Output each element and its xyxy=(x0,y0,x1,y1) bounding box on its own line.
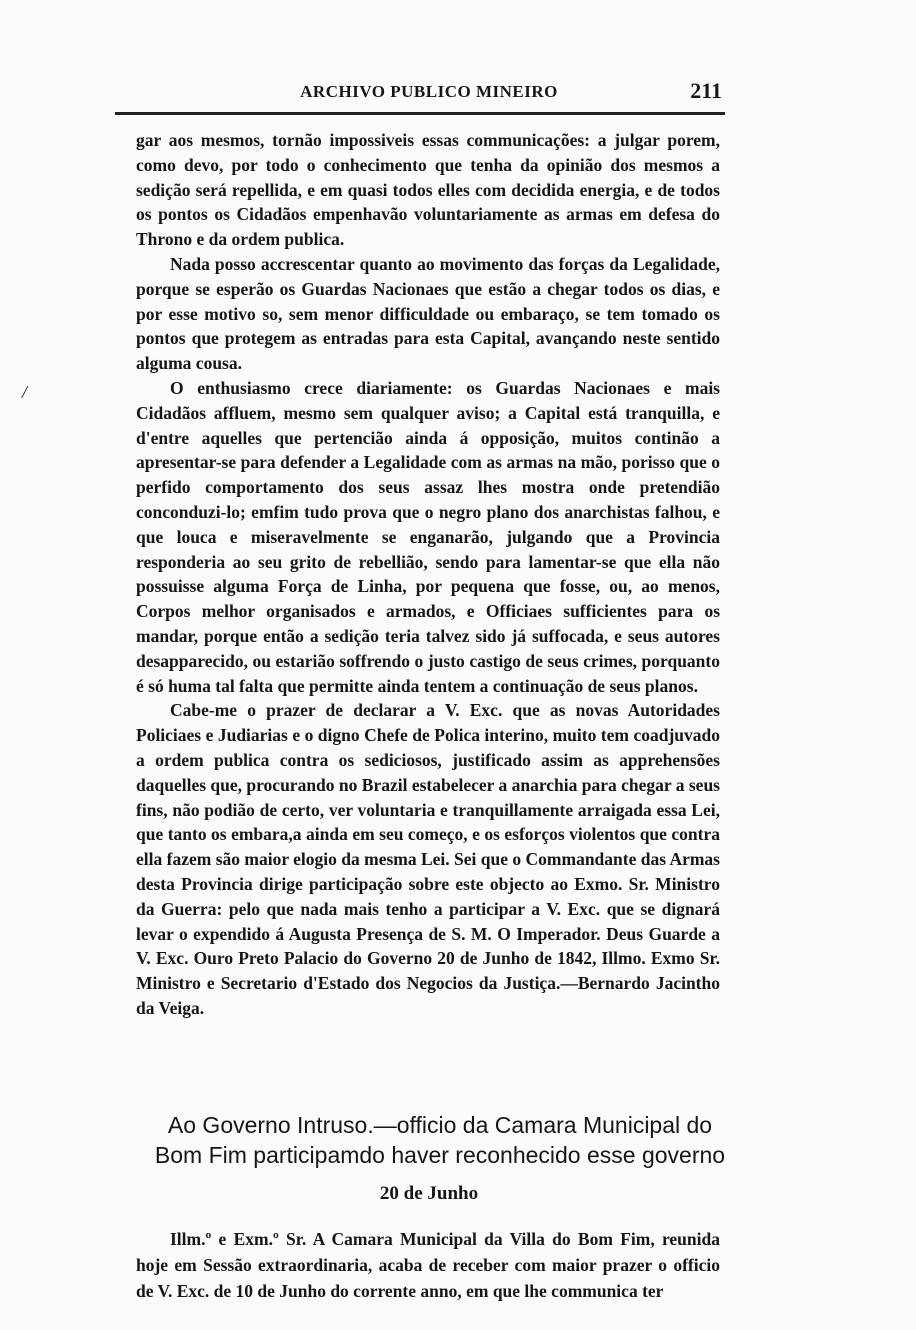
letter-paragraph: Illm.º e Exm.º Sr. A Camara Municipal da Villa do Bom Fim, reunida hoje em Sessão extraordinaria, acaba de receber com maior prazer o officio de V. Exc. de 10 de Junho do corrente anno, em que lhe communica ter xyxy=(136,1229,720,1301)
body-text xyxy=(136,128,720,1021)
paragraph-authorities: Cabe-me o prazer de declarar a V. Exc. que as novas Autoridades Policiaes e Judiarias e o digno Chefe de Polica interino, muito tem coadjuvado a ordem publica contra os sediciosos, justificado assim as apprehensões daquelles que, procurando no Brazil estabelecer a anarchia para chegar a seus fins, não podião de certo, ver voluntaria e tranquillamente arraigada essa Lei, que tanto os embara,a ainda em seu começo, e os esforços violentos que contra ella fazem são maior elogio da mesma Lei. Sei que o Commandante das Armas desta Provincia dirige participação sobre este objecto ao Exmo. Sr. Ministro da Guerra: pelo que nada mais tenho a participar a V. Exc. que se dignará levar o expendido á Augusta Presença de S. M. O Imperador. Deus Guarde a V. Exc. Ouro Preto Palacio do Governo 20 de Junho de 1842, Illmo. Exmo Sr. Ministro e Secretario d'Estado dos Negocios da Justiça.—Bernardo Jacintho da Veiga. xyxy=(136,700,720,1018)
header-rule xyxy=(115,112,725,115)
paragraph-forces: Nada posso accrescentar quanto ao movimento das forças da Legalidade, porque se esperão os Guardas Nacionaes que estão a chegar todos os dias, e por esse motivo so, sem menor difficuldade ou embaraço, se tem tomado os pontos que protegem as entradas para esta Capital, avançando neste sentido alguma cousa. xyxy=(136,253,720,374)
page-number: 211 xyxy=(690,78,722,103)
letter-text xyxy=(136,1226,720,1304)
paragraph-continuation: gar aos mesmos, tornão impossiveis essas communicações: a julgar porem, como devo, por todo o conhecimento que tenha da opinião dos mesmos a sedição será repellida, e em quasi todos elles com decidida energia, e de todos os pontos os Cidadãos empenhavão voluntariamente as armas em defesa do Throno e da ordem publica. xyxy=(136,130,720,250)
section-title xyxy=(150,1110,730,1170)
running-head xyxy=(134,80,724,110)
section-title-line-2: Bom Fim participamdo haver reconhecido esse governo xyxy=(154,1142,726,1168)
paragraph-enthusiasm: O enthusiasmo crece diariamente: os Guardas Nacionaes e mais Cidadãos affluem, mesmo sem qualquer aviso; a Capital está tranquilla, e d'entre aquelles que pertencião ainda á opposição, muitos continão a apresentar-se para defender a Legalidade com as armas na mão, porisso que o perfido comportamento dos seus assaz lhes mostra onde pretendião conconduzi-lo; emfim tudo prova que o negro plano dos anarchistas falhou, e que louca e miseravelmente se enganarão, julgando que a Provincia responderia ao seu grito de rebellião, sendo para lamentar-se que ella não possuisse alguma Força de Linha, por pequena que fosse, ou, ao menos, Corpos melhor organisados e armados, e Officiaes sufficientes para os mandar, porque então a sedição teria talvez sido já suffocada, e seus autores desapparecido, ou estarião soffrendo o justo castigo de seus crimes, porquanto é só huma tal falta que permitte ainda tentem a continuação de seus planos. xyxy=(136,377,720,696)
section-title-line-1: Ao Governo Intruso.—officio da Camara Municipal do xyxy=(167,1112,713,1138)
section-date: 20 de Junho xyxy=(379,1183,479,1204)
margin-mark: / xyxy=(22,382,28,402)
running-title: ARCHIVO PUBLICO MINEIRO xyxy=(300,82,558,101)
